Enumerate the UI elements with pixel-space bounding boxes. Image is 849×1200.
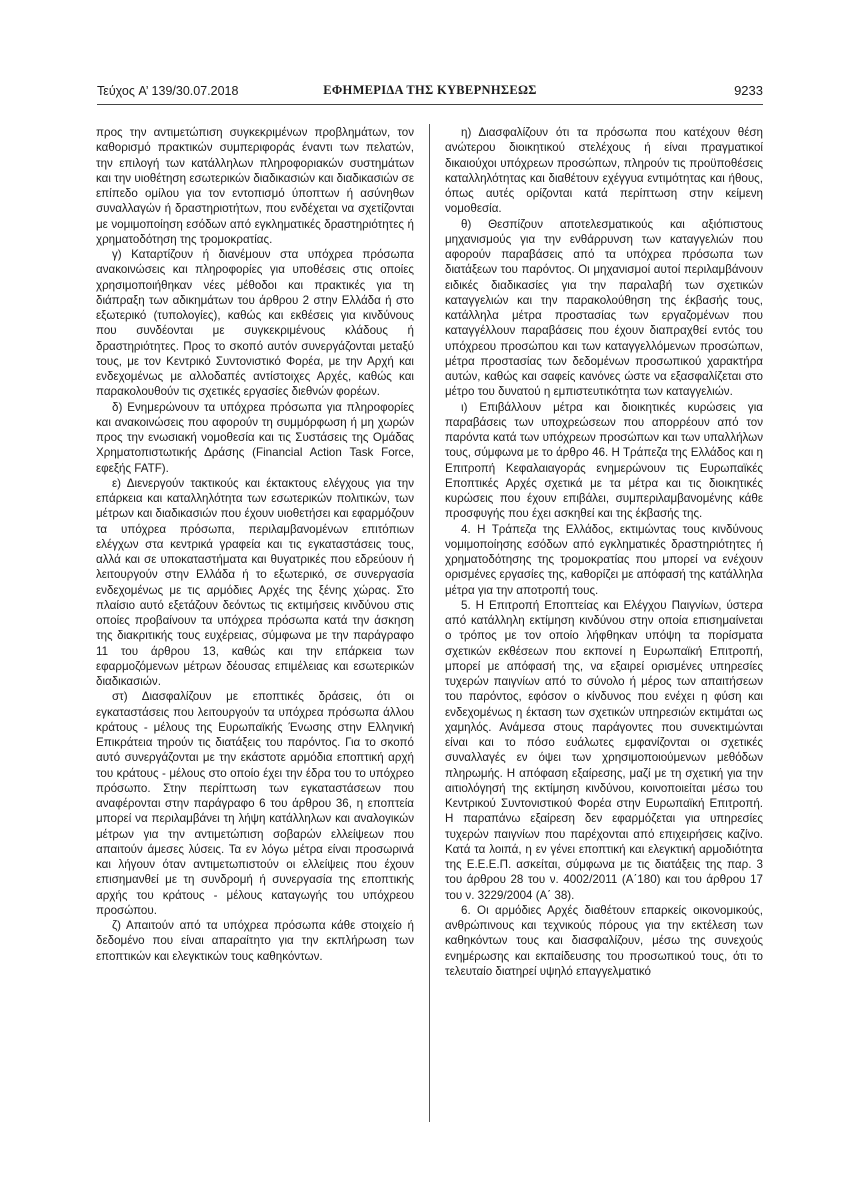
paragraph-item-e: ε) Διενεργούν τακτικούς και έκτακτους ελέγχους για την επάρκεια και καταλληλότητα των εσωτερικών πολιτικών, των μέτρων και διαδικασιών που έχουν υιοθετήσει και εφαρμόζουν τα υπόχρεα πρόσωπα, περιλαμβανομένων επιτόπιων ελέγχων στα κεντρικά γραφεία και τις εγκαταστάσεις τους, αλλά και σε υποκαταστήματα και θυγατρικές που εδρεύουν ή λειτουργούν στην Ελλάδα ή το εξωτερικό, σε συνεργασία ενδεχομένως με τις αρμόδιες Αρχές της ξένης χώρας. Στο πλαίσιο αυτό εξετάζουν δεόντως τις εκτιμήσεις κινδύνου στις οποίες προβαίνουν τα υπόχρεα πρόσωπα κατά την άσκηση της διακριτικής τους ευχέρειας, σύμφωνα με την παράγραφο 11 του άρθρου 13, καθώς και την επάρκεια των εφαρμοζόμενων μέτρων δέουσας επιμέλειας και εσωτερικών διαδικασιών. [96,476,414,688]
paragraph-6: 6. Οι αρμόδιες Αρχές διαθέτουν επαρκείς οικονομικούς, ανθρώπινους και τεχνικούς πόρους για την εκτέλεση των καθηκόντων τους και διασφαλίζουν, μέσω της συνεχούς ενημέρωσης και εκπαίδευσης του προσωπικού τους, ότι το τελευταίο διατηρεί υψηλό επαγγελματικό [445,903,763,978]
paragraph-continuation: προς την αντιμετώπιση συγκεκριμένων προβλημάτων, τον καθορισμό πρακτικών συμπεριφοράς έναντι των πελατών, την επιλογή των κατάλληλων πληροφοριακών συστημάτων και την υιοθέτηση εσωτερικών διαδικασιών και διαδικασιών σε επίπεδο ομίλου για τον εντοπισμό ύποπτων ή ασύνηθων συναλλαγών ή δραστηριοτήτων, που ενδέχεται να σχετίζονται με νομιμοποίηση εσόδων από εγκληματικές δραστηριότητες ή χρηματοδότηση της τρομοκρατίας. [96,126,414,246]
gazette-title: ΕΦΗΜΕΡΙΔΑ ΤΗΣ ΚΥΒΕΡΝΗΣΕΩΣ [323,83,537,97]
paragraph-4: 4. Η Τράπεζα της Ελλάδος, εκτιμώντας τους κινδύνους νομιμοποίησης εσόδων από εγκληματικές δραστηριότητες ή χρηματοδότησης της τρομοκρατίας που μπορεί να ενέχουν ορισμένες εργασίες της, καθορίζει με απόφασή της κατάλληλα μέτρα για την αποτροπή τους. [445,522,763,597]
paragraph-item-z: ζ) Απαιτούν από τα υπόχρεα πρόσωπα κάθε στοιχείο ή δεδομένο που είναι απαραίτητο για την εκπλήρωση των εποπτικών και ελεγκτικών τους καθηκόντων. [96,919,414,963]
paragraph-item-h: η) Διασφαλίζουν ότι τα πρόσωπα που κατέχουν θέση ανώτερου διοικητικού στελέχους ή είναι πραγματικοί δικαιούχοι υπόχρεων προσώπων, πληρούν τις προϋποθέσεις καταλληλότητας και διαθέτουν εχέγγυα εντιμότητας και ήθους, όπως αυτές ορίζονται κατά περίπτωση στην κείμενη νομοθεσία. [445,126,763,216]
paragraph-item-th: θ) Θεσπίζουν αποτελεσματικούς και αξιόπιστους μηχανισμούς για την ενθάρρυνση των καταγγελιών που αφορούν παραβάσεις από τα υπόχρεα πρόσωπα των διατάξεων του παρόντος. Οι μηχανισμοί αυτοί περιλαμβάνουν ειδικές διαδικασίες για την παραλαβή των σχετικών καταγγελιών και την παρακολούθηση της έκβασής τους, κατάλληλα μέτρα προστασίας των εργαζομένων που καταγγέλλουν παραβάσεις που έχουν διαπραχθεί εντός του υπόχρεου προσώπου και των καταγγελλόμενων προσώπων, μέτρα προστασίας των δεδομένων προσωπικού χαρακτήρα αυτών, καθώς και σαφείς κανόνες ώστε να εξασφαλίζεται στο μέτρο του δυνατού η εμπιστευτικότητα των καταγγελιών. [445,217,763,399]
paragraph-item-c: γ) Καταρτίζουν ή διανέμουν στα υπόχρεα πρόσωπα ανακοινώσεις και πληροφορίες για υποθέσεις στις οποίες χρησιμοποιήθηκαν νέες μέθοδοι και πρακτικές για τη διάπραξη των αδικημάτων του άρθρου 2 στην Ελλάδα ή στο εξωτερικό (τυπολογίες), καθώς και εκθέσεις για κινδύνους που συνδέονται με συγκεκριμένους κλάδους ή δραστηριότητες. Προς το σκοπό αυτόν συνεργάζονται μεταξύ τους, με τον Κεντρικό Συντονιστικό Φορέα, με την Αρχή και ενδεχομένως με αλλοδαπές αντίστοιχες Αρχές, καθώς και παρακολουθούν τις σχετικές εργασίες διεθνών φορέων. [96,248,414,399]
left-column [96,125,414,964]
page-header [97,82,763,105]
paragraph-item-i: ι) Επιβάλλουν μέτρα και διοικητικές κυρώσεις για παραβάσεις των υποχρεώσεων που απορρέουν από τον παρόντα κατά των υπόχρεων προσώπων και των υπαλλήλων τους, σύμφωνα με το άρθρο 46. Η Τράπεζα της Ελλάδος και η Επιτροπή Κεφαλαιαγοράς ενημερώνουν τις Ευρωπαϊκές Εποπτικές Αρχές σχετικά με τα μέτρα και τις διοικητικές κυρώσεις που έχουν επιβάλει, συμπεριλαμβανομένης κάθε προσφυγής που έχει ασκηθεί και της έκβασής της. [445,400,763,521]
paragraph-item-d: δ) Ενημερώνουν τα υπόχρεα πρόσωπα για πληροφορίες και ανακοινώσεις που αφορούν τη συμμόρφωση ή μη χωρών προς την ενωσιακή νομοθεσία και τις Συστάσεις της Ομάδας Χρηματοπιστωτικής Δράσης (Financial Action Task Force, εφεξής FATF). [96,400,414,475]
paragraph-5: 5. Η Επιτροπή Εποπτείας και Ελέγχου Παιγνίων, ύστερα από κατάλληλη εκτίμηση κινδύνου στην οποία επισημαίνεται ο τρόπος με τον οποίο λήφθηκαν υπόψη τα πορίσματα σχετικών εκθέσεων που εκπονεί η Ευρωπαϊκή Επιτροπή, μπορεί με απόφασή της, να εξαιρεί ορισμένες υπηρεσίες τυχερών παιγνίων από το σύνολο ή μέρος των απαιτήσεων του παρόντος, εφόσον ο κίνδυνος που ενέχει η φύση και ενδεχομένως η έκταση των σχετικών υπηρεσιών εκτιμάται ως χαμηλός. Ανάμεσα στους παράγοντες που συνεκτιμώνται είναι και το πόσο ευάλωτες εμφανίζονται οι σχετικές συναλλαγές εν όψει των χρησιμοποιούμενων μεθόδων πληρωμής. Η απόφαση εξαίρεσης, μαζί με τη σχετική για την αιτιολόγησή της εκτίμηση κινδύνου, κοινοποιείται μέσω του Κεντρικού Συντονιστικού Φορέα στην Ευρωπαϊκή Επιτροπή. Η παραπάνω εξαίρεση δεν εφαρμόζεται για υπηρεσίες τυχερών παιγνίων που παρέχονται από επιχειρήσεις καζίνο. Κατά τα λοιπά, η εν γένει εποπτική και ελεγκτική αρμοδιότητα της Ε.Ε.Ε.Π. ασκείται, σύμφωνα με τις διατάξεις της παρ. 3 του άρθρου 28 του ν. 4002/2011 (Α΄180) και του άρθρου 17 του ν. 3229/2004 (Α΄ 38). [445,598,763,902]
right-column [445,125,763,979]
paragraph-item-st: στ) Διασφαλίζουν με εποπτικές δράσεις, ότι οι εγκαταστάσεις που λειτουργούν τα υπόχρεα πρόσωπα άλλου κράτους - μέλους της Ευρωπαϊκής Ένωσης στην Ελληνική Επικράτεια τηρούν τις διατάξεις του παρόντος. Για το σκοπό αυτό συνεργάζονται με την εκάστοτε αρμόδια εποπτική αρχή του κράτους - μέλους στο οποίο έχει την έδρα του το υπόχρεο πρόσωπο. Στην περίπτωση των εγκαταστάσεων που αναφέρονται στην παράγραφο 6 του άρθρου 36, η εποπτεία μπορεί να περιλαμβάνει τη λήψη κατάλληλων και αναλογικών μέτρων για την αντιμετώπιση σοβαρών ελλείψεων που απαιτούν άμεσες λύσεις. Τα εν λόγω μέτρα είναι προσωρινά και λήγουν όταν αντιμετωπιστούν οι ελλείψεις που έχουν επισημανθεί με τη συνδρομή ή συνεργασία της εποπτικής αρχής του κράτους - μέλους καταγωγής του υπόχρεου προσώπου. [96,690,414,917]
issue-label: Τεύχος A’ 139/30.07.2018 [97,84,239,98]
page-number: 9233 [734,83,763,98]
column-divider [429,124,430,1122]
